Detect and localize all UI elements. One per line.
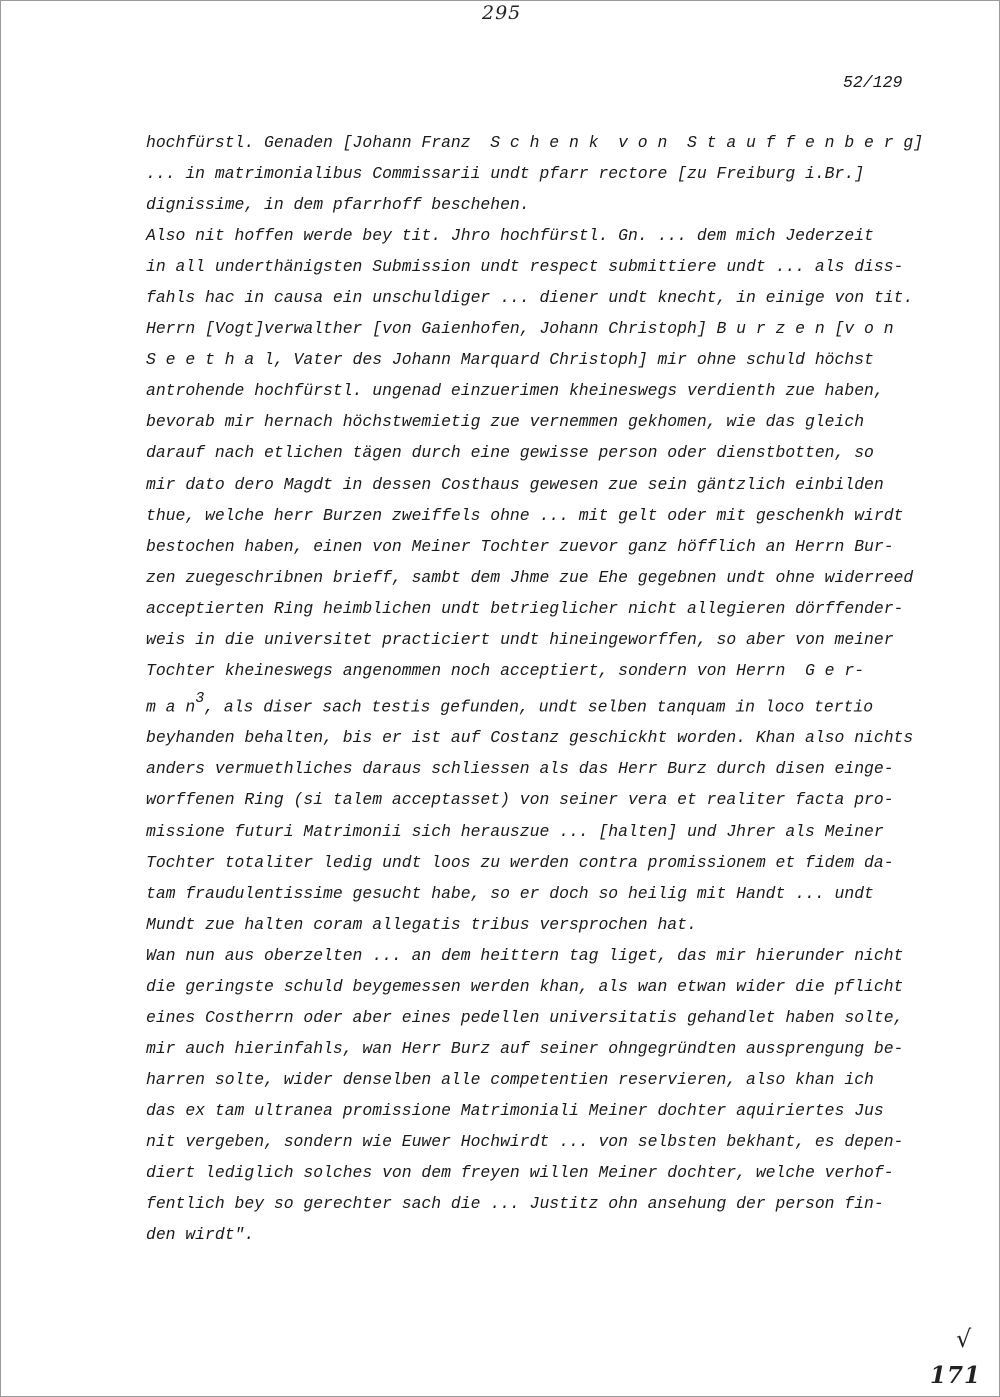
- text-line: acceptierten Ring heimblichen undt betrieglicher nicht allegieren dörffender-: [146, 598, 904, 618]
- page-reference: 52/129: [843, 73, 903, 92]
- text-line: Tochter kheineswegs angenommen noch acceptiert, sondern von Herrn G e r-: [146, 660, 865, 680]
- text-line-with-footnote: [146, 686, 936, 723]
- text-line: S e e t h a l, Vater des Johann Marquard Christoph] mir ohne schuld höchst: [146, 350, 874, 370]
- text-line: mir auch hierinfahls, wan Herr Burz auf seiner ohngegründten aussprengung be-: [146, 1038, 904, 1058]
- text-line: thue, welche herr Burzen zweiffels ohne ... mit gelt oder mit geschenkh wirdt: [146, 505, 904, 525]
- text-line: ... in matrimonialibus Commissarii undt pfarr rectore [zu Freiburg i.Br.]: [146, 164, 865, 184]
- text-line: Mundt zue halten coram allegatis tribus versprochen hat.: [146, 914, 697, 934]
- text-line: bevorab mir hernach höchstwemietig zue vernemmen gekhomen, wie das gleich: [146, 412, 865, 432]
- text-line: Also nit hoffen werde bey tit. Jhro hochfürstl. Gn. ... dem mich Jederzeit: [146, 226, 874, 246]
- text-line: mir dato dero Magdt in dessen Costhaus gewesen zue sein gäntzlich einbilden: [146, 474, 884, 494]
- text-line: beyhanden behalten, bis er ist auf Costanz geschickht worden. Khan also nichts: [146, 728, 914, 748]
- text-line: tam fraudulentissime gesucht habe, so er doch so heilig mit Handt ... undt: [146, 883, 874, 903]
- text-line: darauf nach etlichen tägen durch eine gewisse person oder dienstbotten, so: [146, 443, 874, 463]
- text-line: harren solte, wider denselben alle competentien reservieren, also khan ich: [146, 1069, 874, 1089]
- archive-stamp-number: 295: [482, 2, 522, 24]
- text-line: zen zuegeschribnen brieff, sambt dem Jhme zue Ehe gegebnen undt ohne widerreed: [146, 567, 914, 587]
- text-line: antrohende hochfürstl. ungenad einzuerimen kheineswegs verdienth zue haben,: [146, 381, 884, 401]
- text-fragment: , als diser sach testis gefunden, undt selben tanquam in loco tertio: [204, 697, 874, 717]
- text-line: dignissime, in dem pfarrhoff beschehen.: [146, 195, 530, 215]
- text-line: Tochter totaliter ledig undt loos zu werden contra promissionem et fidem da-: [146, 852, 894, 872]
- check-mark-icon: √: [956, 1325, 972, 1353]
- text-line: in all underthänigsten Submission undt respect submittiere undt ... als diss-: [146, 257, 904, 277]
- text-line: Herrn [Vogt]verwalther [von Gaienhofen, Johann Christoph] B u r z e n [v o n: [146, 319, 894, 339]
- text-line: diert lediglich solches von dem freyen willen Meiner dochter, welche verhof-: [146, 1163, 894, 1183]
- text-line: eines Costherrn oder aber eines pedellen universitatis gehandlet haben solte,: [146, 1007, 904, 1027]
- text-line: den wirdt".: [146, 1225, 255, 1245]
- text-line: worffenen Ring (si talem acceptasset) von seiner vera et realiter facta pro-: [146, 790, 894, 810]
- footnote-marker: 3: [195, 689, 205, 707]
- text-line: missione futuri Matrimonii sich herauszue ... [halten] und Jhrer als Meiner: [146, 821, 884, 841]
- text-line: die geringste schuld beygemessen werden khan, als wan etwan wider die pflicht: [146, 976, 904, 996]
- text-line: weis in die universitet practiciert undt hineingeworffen, so aber von meiner: [146, 629, 894, 649]
- folio-number: 171: [930, 1362, 982, 1389]
- text-line: Wan nun aus oberzelten ... an dem heittern tag liget, das mir hierunder nicht: [146, 945, 904, 965]
- text-line: hochfürstl. Genaden [Johann Franz S c h e n k v o n S t a u f f e n b e r g]: [146, 133, 924, 152]
- text-line: nit vergeben, sondern wie Euwer Hochwirdt ... von selbsten bekhant, es depen-: [146, 1131, 904, 1151]
- document-body: [146, 127, 936, 1250]
- text-line: bestochen haben, einen von Meiner Tochter zuevor ganz höfflich an Herrn Bur-: [146, 536, 894, 556]
- text-line: fahls hac in causa ein unschuldiger ... diener undt knecht, in einige von tit.: [146, 288, 914, 308]
- text-line: anders vermuethliches daraus schliessen als das Herr Burz durch disen einge-: [146, 759, 894, 779]
- text-fragment: m a n: [146, 697, 196, 717]
- text-line: das ex tam ultranea promissione Matrimoniali Meiner dochter aquiriertes Jus: [146, 1100, 884, 1120]
- text-line: fentlich bey so gerechter sach die ... Justitz ohn ansehung der person fin-: [146, 1194, 884, 1214]
